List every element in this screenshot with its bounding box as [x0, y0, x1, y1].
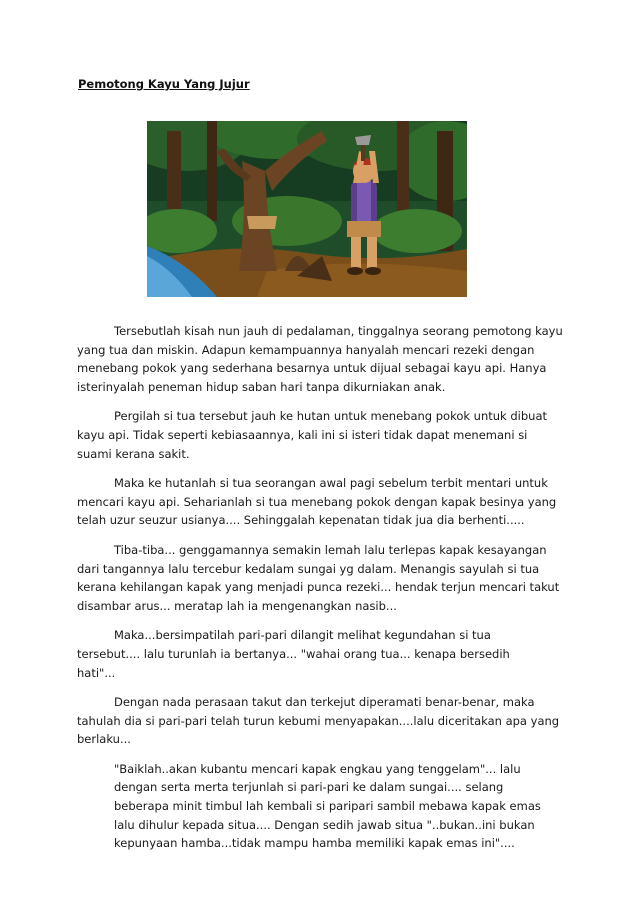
paragraph-line: disambar arus... meratap lah ia mengenangkan nasib... [77, 598, 397, 613]
paragraph-line: hati"... [77, 665, 116, 680]
woodcutter-illustration-svg [147, 121, 467, 297]
quote-line: dengan serta merta terjunlah si pari-pari ke dalam sungai.... selang [114, 780, 504, 795]
paragraph-line: berlaku... [77, 732, 131, 747]
paragraph-4 [77, 541, 569, 615]
quote-line: kepunyaan hamba...tidak mampu hamba memiliki kapak emas ini".... [114, 836, 515, 851]
woodcutter-illustration [147, 121, 467, 297]
paragraph-line: telah uzur seuzur usianya.... Sehinggalah kepenatan tidak jua dia berhenti..... [77, 513, 525, 528]
quote-line: lalu dihulur kepada situa.... Dengan sedih jawab situa "..bukan..ini bukan [114, 817, 535, 832]
paragraph-line: suami kerana sakit. [77, 446, 190, 461]
paragraph-1 [77, 322, 569, 396]
paragraph-line: dari tangannya lalu tercebur kedalam sungai yg dalam. Menangis sayulah si tua [77, 561, 540, 576]
story-body [77, 322, 569, 853]
paragraph-3 [77, 474, 569, 530]
paragraph-line: Maka...bersimpatilah pari-pari dilangit melihat kegundahan si tua [114, 628, 491, 643]
paragraph-line: mencari kayu api. Seharianlah si tua menebang pokok dengan kapak besinya yang [77, 494, 557, 509]
document-title: Pemotong Kayu Yang Jujur [78, 77, 250, 91]
paragraph-line: yang tua dan miskin. Adapun kemampuannya hanyalah mencari rezeki dengan [77, 342, 535, 357]
paragraph-line: Dengan nada perasaan takut dan terkejut diperamati benar-benar, maka [114, 695, 535, 710]
paragraph-line: menebang pokok yang sederhana besarnya untuk dijual sebagai kayu api. Hanya [77, 361, 547, 376]
paragraph-5 [77, 626, 569, 682]
paragraph-line: Maka ke hutanlah si tua seorangan awal pagi sebelum terbit mentari untuk [114, 476, 548, 491]
paragraph-line: isterinyalah peneman hidup saban hari tanpa dikurniakan anak. [77, 379, 446, 394]
paragraph-line: Tiba-tiba... genggamannya semakin lemah lalu terlepas kapak kesayangan [114, 542, 547, 557]
paragraph-line: Tersebutlah kisah nun jauh di pedalaman, tinggalnya seorang pemotong kayu [114, 324, 563, 338]
quote-line: beberapa minit timbul lah kembali si paripari sambil mebawa kapak emas [114, 799, 541, 814]
paragraph-line: kerana kehilangan kapak yang menjadi punca rezeki... hendak terjun mencari takut [77, 580, 560, 595]
paragraph-6 [77, 693, 569, 749]
paragraph-2 [77, 407, 569, 463]
paragraph-line: Pergilah si tua tersebut jauh ke hutan untuk menebang pokok untuk dibuat [114, 409, 548, 424]
paragraph-line: kayu api. Tidak seperti kebiasaannya, kali ini si isteri tidak dapat menemani si [77, 427, 528, 442]
paragraph-line: tahulah dia si pari-pari telah turun kebumi menyapakan....lalu diceritakan apa yang [77, 713, 560, 728]
quote-paragraph [77, 760, 569, 853]
paragraph-line: tersebut.... lalu turunlah ia bertanya... "wahai orang tua... kenapa bersedih [77, 646, 510, 661]
quote-line: "Baiklah..akan kubantu mencari kapak engkau yang tenggelam"... lalu [114, 761, 521, 776]
